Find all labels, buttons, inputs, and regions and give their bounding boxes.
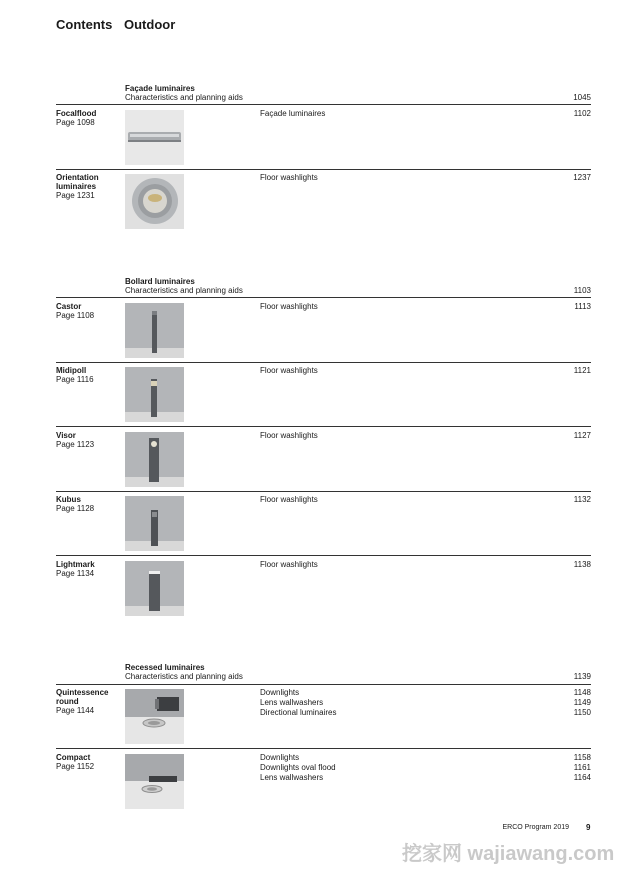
- item-name: Orientation luminaires Page 1231: [56, 173, 118, 200]
- item-page-numbers: 1113: [574, 302, 591, 311]
- section-title: Bollard luminaires: [125, 277, 195, 286]
- list-item: [56, 750, 591, 810]
- list-item: [56, 170, 591, 230]
- section-page: 1045: [573, 93, 591, 102]
- contents-heading: Contents: [56, 17, 113, 32]
- item-page: Page 1123: [56, 440, 95, 449]
- outdoor-heading: Outdoor: [124, 17, 176, 32]
- item-page: Page 1098: [56, 118, 95, 127]
- divider: [56, 426, 591, 427]
- divider: [56, 555, 591, 556]
- item-page: Page 1116: [56, 375, 94, 384]
- item-name: Midipoll Page 1116: [56, 366, 118, 384]
- item-name: Compact Page 1152: [56, 753, 118, 771]
- item-name: Castor Page 1108: [56, 302, 118, 320]
- item-page: Page 1152: [56, 762, 95, 771]
- compact-image: [125, 754, 184, 809]
- item-page-numbers: 1138: [573, 560, 591, 569]
- list-item: [56, 363, 591, 423]
- item-page: Page 1128: [56, 504, 95, 513]
- item-name: Lightmark Page 1134: [56, 560, 118, 578]
- castor-image: [125, 303, 184, 358]
- list-item: [56, 106, 591, 166]
- divider: [56, 104, 591, 105]
- watermark: 挖家网 wajiawang.com: [402, 843, 615, 865]
- item-name: Kubus Page 1128: [56, 495, 118, 513]
- item-lines: Floor washlights: [260, 560, 318, 569]
- footer-page-number: 9: [586, 823, 591, 832]
- item-name: Visor Page 1123: [56, 431, 118, 449]
- item-lines: Downlights Downlights oval flood Lens wallwashers: [260, 753, 336, 782]
- item-lines: Floor washlights: [260, 431, 318, 440]
- focalflood-image: [125, 110, 184, 165]
- item-lines: Downlights Lens wallwashers Directional luminaires: [260, 688, 337, 717]
- section-page: 1103: [573, 286, 591, 295]
- item-page-numbers: 1158 1161 1164: [573, 753, 591, 782]
- list-item: [56, 557, 591, 617]
- item-page-numbers: 1132: [573, 495, 591, 504]
- item-page: Page 1231: [56, 191, 95, 200]
- item-lines: Floor washlights: [260, 366, 318, 375]
- visor-image: [125, 432, 184, 487]
- quintessence-round-image: [125, 689, 184, 744]
- divider: [56, 748, 591, 749]
- list-item: [56, 428, 591, 488]
- item-page-numbers: 1127: [573, 431, 591, 440]
- orientation-luminaire-image: [125, 174, 184, 229]
- item-page: Page 1144: [56, 706, 95, 715]
- item-name: Focalflood Page 1098: [56, 109, 118, 127]
- item-page-numbers: 1148 1149 1150: [573, 688, 591, 717]
- item-page-numbers: 1237: [573, 173, 591, 182]
- section-subtitle: Characteristics and planning aids: [125, 672, 243, 681]
- section-title: Recessed luminaires: [125, 663, 205, 672]
- lightmark-image: [125, 561, 184, 616]
- item-lines: Floor washlights: [260, 495, 318, 504]
- footer-program: ERCO Program 2019: [502, 824, 569, 831]
- section-page: 1139: [573, 672, 591, 681]
- list-item: [56, 685, 591, 745]
- item-lines: Floor washlights: [260, 173, 318, 182]
- section-subtitle: Characteristics and planning aids: [125, 286, 243, 295]
- item-name: Quintessence round Page 1144: [56, 688, 118, 715]
- item-lines: Floor washlights: [260, 302, 318, 311]
- list-item: [56, 492, 591, 552]
- item-page-numbers: 1102: [573, 109, 591, 118]
- list-item: [56, 299, 591, 359]
- item-page: Page 1134: [56, 569, 95, 578]
- item-page-numbers: 1121: [573, 366, 591, 375]
- section-subtitle: Characteristics and planning aids: [125, 93, 243, 102]
- divider: [56, 297, 591, 298]
- section-title: Façade luminaires: [125, 84, 195, 93]
- midipoll-image: [125, 367, 184, 422]
- item-lines: Façade luminaires: [260, 109, 326, 118]
- item-page: Page 1108: [56, 311, 95, 320]
- kubus-image: [125, 496, 184, 551]
